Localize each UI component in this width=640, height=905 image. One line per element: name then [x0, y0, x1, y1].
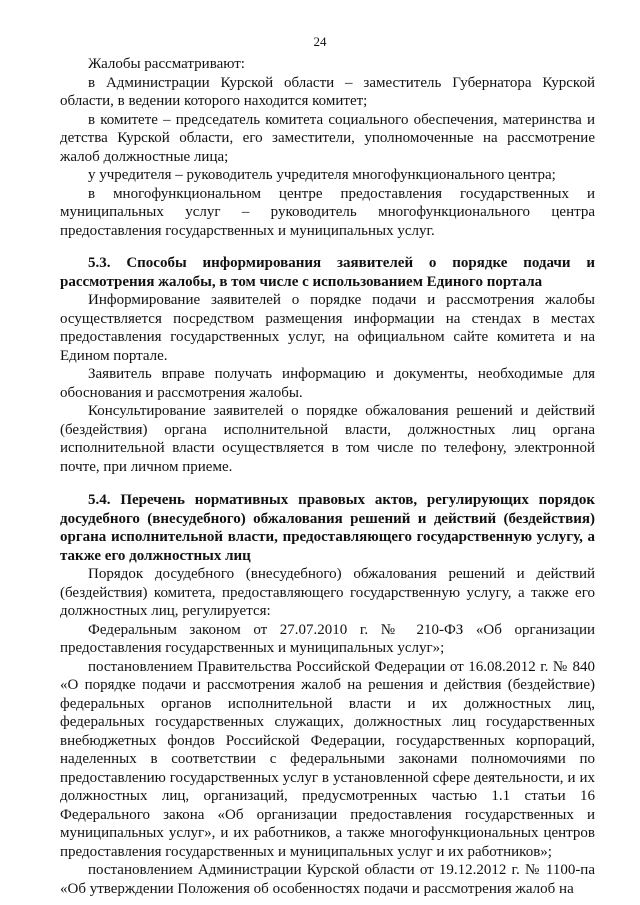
paragraph-informing-applicants: Информирование заявителей о порядке подачи и рассмотрения жалобы осуществляется посредством размещения информации на стендах в местах предоставления государственных услуг, на официальном сайте комитета и на Едином портале. [60, 292, 595, 364]
document-body [60, 55, 595, 898]
section-5-3-title: 5.3. Способы информирования заявителей о порядке подачи и рассмотрения жалобы, в том числе с использованием Единого портала [60, 255, 595, 290]
paragraph-consulting-applicants: Консультирование заявителей о порядке обжалования решений и действий (бездействия) органа исполнительной власти, должностных лиц органа исполнительной власти осуществляется в том числе по телефону, электронной почте, при личном приеме. [60, 403, 595, 475]
paragraph-reviewer-mfc: в многофункциональном центре предоставления государственных и муниципальных услуг – руководитель многофункционального центра предоставления государственных и муниципальных услуг. [60, 185, 595, 239]
paragraph-government-resolution: постановлением Правительства Российской Федерации от 16.08.2012 г. № 840 «О порядке подачи и рассмотрения жалоб на решения и действия (бездействие) федеральных органов исполнительной власти и их должностных лиц, федеральных государственных служащих, должностных лиц государственных внебюджетных фондов Российской Федерации, государственных корпораций, наделенных в соответствии с федеральными законами полномочиями по предоставлению государственных услуг в установленной сфере деятельности, и их должностных лиц, организаций, предусмотренных частью 1.1 статьи 16 Федерального закона «Об организации предоставления государственных и муниципальных услуг», и их работников, а также многофункциональных центров предоставления государственных и муниципальных услуг и их работников»; [60, 658, 595, 860]
section-5-4-title: 5.4. Перечень нормативных правовых актов, регулирующих порядок досудебного (внесудебного) обжалования решений и действий (бездействия) органа исполнительной власти, предоставляющего государственную услугу, а также его должностных лиц [60, 492, 595, 564]
paragraph-reviewer-administration: в Администрации Курской области – заместитель Губернатора Курской области, в ведении которого находится комитет; [60, 74, 595, 109]
paragraph-kursk-administration-resolution: постановлением Администрации Курской области от 19.12.2012 г. № 1100-па «Об утверждении Положения об особенностях подачи и рассмотрения жалоб на [60, 862, 595, 897]
paragraph-federal-law: Федеральным законом от 27.07.2010 г. № 210-ФЗ «Об организации предоставления государственных и муниципальных услуг»; [60, 621, 595, 656]
page-number: 24 [313, 34, 327, 49]
section-spacer [60, 240, 595, 254]
paragraph-reviewer-committee: в комитете – председатель комитета социального обеспечения, материнства и детства Курской области, его заместители, уполномоченные на рассмотрение жалоб должностные лица; [60, 111, 595, 165]
section-spacer [60, 476, 595, 491]
complaints-reviewers-heading: Жалобы рассматривают: [88, 56, 245, 72]
paragraph-applicant-rights: Заявитель вправе получать информацию и документы, необходимые для обоснования и рассмотрения жалобы. [60, 366, 595, 401]
paragraph-appeal-procedure: Порядок досудебного (внесудебного) обжалования решений и действий (бездействия) комитета, предоставляющего государственную услугу, а также его должностных лиц, регулируется: [60, 566, 595, 619]
paragraph-reviewer-founder: у учредителя – руководитель учредителя многофункционального центра; [88, 167, 556, 183]
